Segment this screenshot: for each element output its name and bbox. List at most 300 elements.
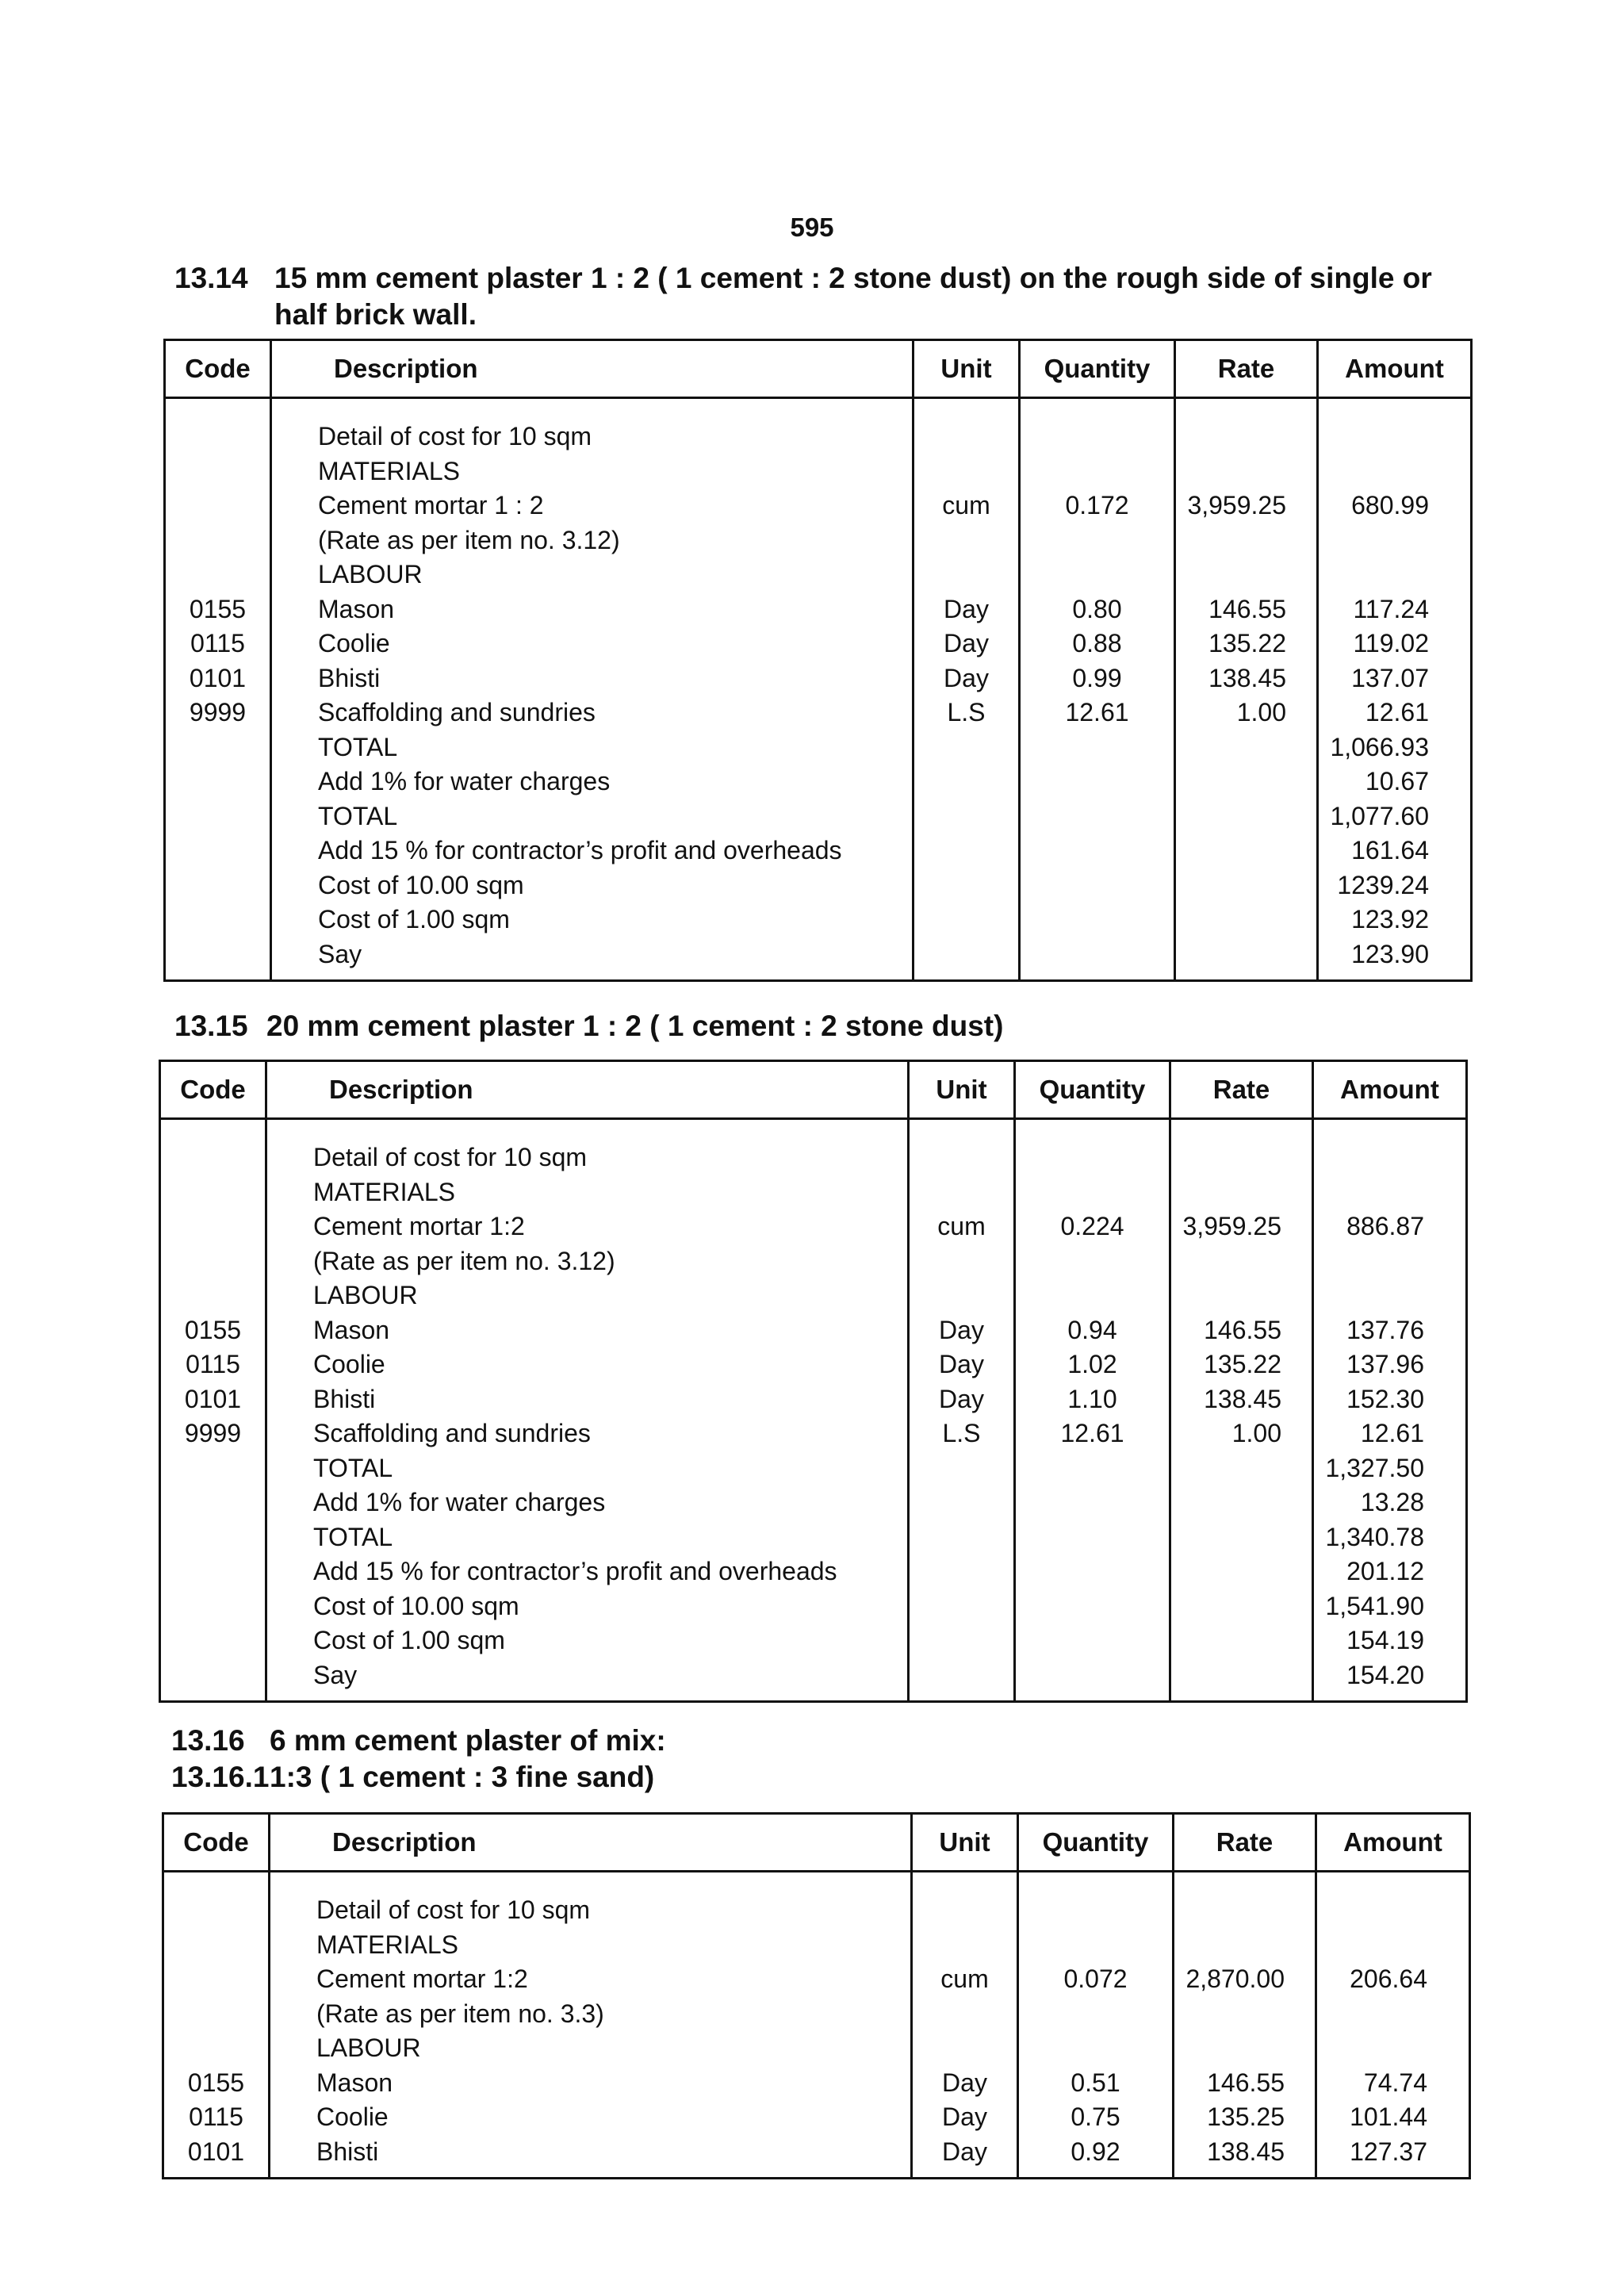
table-row bbox=[165, 523, 1472, 558]
table-header-row bbox=[163, 1814, 1470, 1872]
column-header-unit: Unit bbox=[914, 340, 1020, 398]
cost-table-13-15 bbox=[159, 1060, 1468, 1703]
section-heading-13-14 bbox=[174, 260, 1432, 333]
column-header-quantity: Quantity bbox=[1020, 340, 1175, 398]
cell-code bbox=[160, 1209, 266, 1244]
cell-rate: 1.00 bbox=[1175, 696, 1318, 730]
column-header-code: Code bbox=[160, 1061, 266, 1119]
cell-rate bbox=[1170, 1623, 1313, 1658]
cell-description: Coolie bbox=[271, 627, 914, 661]
table-row bbox=[160, 1623, 1467, 1658]
cell-quantity bbox=[1015, 1451, 1170, 1486]
cell-amount: 123.90 bbox=[1318, 937, 1472, 981]
cell-quantity: 0.224 bbox=[1015, 1209, 1170, 1244]
column-header-code: Code bbox=[165, 340, 271, 398]
table-row bbox=[160, 1382, 1467, 1417]
table-row bbox=[163, 2066, 1470, 2101]
cell-rate bbox=[1174, 1997, 1316, 2032]
cell-code: 0115 bbox=[165, 627, 271, 661]
cell-rate: 138.45 bbox=[1174, 2135, 1316, 2179]
cell-code bbox=[163, 1928, 270, 1963]
cell-description: LABOUR bbox=[266, 1278, 909, 1313]
cost-table-13-14 bbox=[163, 339, 1473, 982]
table-row bbox=[165, 903, 1472, 937]
column-header-amount: Amount bbox=[1318, 340, 1472, 398]
cell-quantity: 0.172 bbox=[1020, 489, 1175, 523]
table-row bbox=[160, 1175, 1467, 1210]
cell-unit bbox=[912, 2031, 1018, 2066]
column-header-quantity: Quantity bbox=[1018, 1814, 1174, 1872]
cell-quantity bbox=[1015, 1140, 1170, 1175]
cell-unit bbox=[914, 799, 1020, 834]
cell-unit bbox=[909, 1140, 1015, 1175]
cell-unit bbox=[909, 1485, 1015, 1520]
cell-unit bbox=[909, 1520, 1015, 1555]
column-header-code: Code bbox=[163, 1814, 270, 1872]
cell-amount: 13.28 bbox=[1313, 1485, 1467, 1520]
cell-amount: 1,327.50 bbox=[1313, 1451, 1467, 1486]
table-row bbox=[165, 558, 1472, 592]
table-row bbox=[160, 1554, 1467, 1589]
cell-unit: Day bbox=[914, 592, 1020, 627]
cell-unit bbox=[909, 1278, 1015, 1313]
cell-description: Bhisti bbox=[271, 661, 914, 696]
cell-quantity bbox=[1015, 1485, 1170, 1520]
cell-description: Mason bbox=[266, 1313, 909, 1348]
cell-quantity bbox=[1015, 1520, 1170, 1555]
cell-rate: 135.22 bbox=[1175, 627, 1318, 661]
column-header-description: Description bbox=[266, 1061, 909, 1119]
cell-code bbox=[160, 1554, 266, 1589]
cell-quantity bbox=[1020, 765, 1175, 799]
cell-unit bbox=[914, 834, 1020, 868]
column-header-amount: Amount bbox=[1316, 1814, 1470, 1872]
cell-unit bbox=[909, 1244, 1015, 1279]
cell-code: 0101 bbox=[163, 2135, 270, 2179]
cell-description: Add 1% for water charges bbox=[266, 1485, 909, 1520]
cell-rate bbox=[1175, 799, 1318, 834]
table-row bbox=[163, 2031, 1470, 2066]
cell-description: Cost of 10.00 sqm bbox=[271, 868, 914, 903]
cell-unit bbox=[912, 1997, 1018, 2032]
cell-rate: 146.55 bbox=[1175, 592, 1318, 627]
cell-description: LABOUR bbox=[271, 558, 914, 592]
cell-quantity bbox=[1015, 1554, 1170, 1589]
section-number: 13.16 bbox=[171, 1724, 245, 1757]
table-row bbox=[163, 1997, 1470, 2032]
cell-amount bbox=[1318, 454, 1472, 489]
cell-unit: Day bbox=[909, 1382, 1015, 1417]
cell-description: Coolie bbox=[270, 2100, 912, 2135]
cell-rate: 1.00 bbox=[1170, 1416, 1313, 1451]
cell-unit: Day bbox=[909, 1347, 1015, 1382]
cell-amount: 119.02 bbox=[1318, 627, 1472, 661]
cell-amount: 152.30 bbox=[1313, 1382, 1467, 1417]
cell-description: Add 1% for water charges bbox=[271, 765, 914, 799]
cell-quantity bbox=[1020, 903, 1175, 937]
cell-amount bbox=[1316, 1928, 1470, 1963]
cell-description: Cement mortar 1 : 2 bbox=[271, 489, 914, 523]
cell-rate bbox=[1175, 868, 1318, 903]
cell-description: Mason bbox=[270, 2066, 912, 2101]
column-header-description: Description bbox=[270, 1814, 912, 1872]
cell-unit bbox=[914, 937, 1020, 981]
cell-code bbox=[163, 2031, 270, 2066]
table-row bbox=[160, 1278, 1467, 1313]
cell-rate bbox=[1175, 903, 1318, 937]
cell-rate bbox=[1170, 1658, 1313, 1702]
cell-quantity: 0.92 bbox=[1018, 2135, 1174, 2179]
column-header-unit: Unit bbox=[912, 1814, 1018, 1872]
cell-unit: Day bbox=[914, 627, 1020, 661]
cell-amount: 1,077.60 bbox=[1318, 799, 1472, 834]
cell-amount bbox=[1316, 2031, 1470, 2066]
cell-quantity bbox=[1020, 558, 1175, 592]
cell-code bbox=[165, 558, 271, 592]
cell-description: Detail of cost for 10 sqm bbox=[266, 1140, 909, 1175]
cell-quantity bbox=[1020, 937, 1175, 981]
cell-code bbox=[163, 1997, 270, 2032]
cell-code bbox=[165, 903, 271, 937]
cell-code bbox=[165, 937, 271, 981]
cell-description: (Rate as per item no. 3.12) bbox=[271, 523, 914, 558]
cell-description: MATERIALS bbox=[271, 454, 914, 489]
cell-rate bbox=[1170, 1175, 1313, 1210]
cell-description: Scaffolding and sundries bbox=[271, 696, 914, 730]
table-row bbox=[163, 1962, 1470, 1997]
cell-unit bbox=[909, 1554, 1015, 1589]
cell-unit bbox=[912, 1893, 1018, 1928]
cell-quantity bbox=[1018, 2031, 1174, 2066]
table-row bbox=[160, 1520, 1467, 1555]
cell-rate: 146.55 bbox=[1170, 1313, 1313, 1348]
cell-quantity: 0.51 bbox=[1018, 2066, 1174, 2101]
cell-amount: 137.76 bbox=[1313, 1313, 1467, 1348]
cell-unit bbox=[914, 558, 1020, 592]
table-row bbox=[165, 420, 1472, 454]
cell-unit bbox=[909, 1175, 1015, 1210]
cell-code bbox=[160, 1485, 266, 1520]
cell-rate bbox=[1170, 1451, 1313, 1486]
table-row bbox=[160, 1209, 1467, 1244]
cell-description: Mason bbox=[271, 592, 914, 627]
cell-amount: 1,340.78 bbox=[1313, 1520, 1467, 1555]
table-row bbox=[165, 937, 1472, 981]
cell-code bbox=[160, 1278, 266, 1313]
cell-description: TOTAL bbox=[271, 799, 914, 834]
cell-rate bbox=[1175, 730, 1318, 765]
cell-quantity: 1.10 bbox=[1015, 1382, 1170, 1417]
cell-quantity: 0.99 bbox=[1020, 661, 1175, 696]
cell-description: Cement mortar 1:2 bbox=[266, 1209, 909, 1244]
cell-amount: 12.61 bbox=[1313, 1416, 1467, 1451]
table-row bbox=[160, 1244, 1467, 1279]
section-heading-13-16 bbox=[171, 1723, 666, 1759]
cell-description: MATERIALS bbox=[266, 1175, 909, 1210]
cell-code bbox=[160, 1175, 266, 1210]
table-row bbox=[163, 2100, 1470, 2135]
table-row bbox=[165, 661, 1472, 696]
cell-unit bbox=[914, 523, 1020, 558]
cell-quantity bbox=[1020, 454, 1175, 489]
cell-code bbox=[165, 489, 271, 523]
table-row bbox=[165, 454, 1472, 489]
cell-code bbox=[165, 868, 271, 903]
cell-amount: 201.12 bbox=[1313, 1554, 1467, 1589]
cell-unit bbox=[914, 454, 1020, 489]
cell-description: TOTAL bbox=[266, 1451, 909, 1486]
cell-rate bbox=[1170, 1589, 1313, 1624]
cell-unit bbox=[914, 903, 1020, 937]
section-title: 20 mm cement plaster 1 : 2 ( 1 cement : 2 stone dust) bbox=[266, 1010, 1004, 1042]
cell-unit: cum bbox=[909, 1209, 1015, 1244]
cell-quantity bbox=[1020, 420, 1175, 454]
cell-amount: 1239.24 bbox=[1318, 868, 1472, 903]
cell-description: Say bbox=[266, 1658, 909, 1702]
cell-rate bbox=[1170, 1485, 1313, 1520]
cell-amount bbox=[1318, 523, 1472, 558]
cell-code bbox=[160, 1140, 266, 1175]
cell-quantity bbox=[1020, 799, 1175, 834]
table-row bbox=[160, 1451, 1467, 1486]
cell-rate bbox=[1170, 1554, 1313, 1589]
table-row bbox=[163, 1893, 1470, 1928]
page-number: 595 bbox=[790, 213, 834, 242]
table-row bbox=[165, 627, 1472, 661]
cell-quantity bbox=[1015, 1244, 1170, 1279]
cell-amount: 154.19 bbox=[1313, 1623, 1467, 1658]
cell-rate bbox=[1170, 1278, 1313, 1313]
cell-amount bbox=[1316, 1893, 1470, 1928]
cell-code bbox=[160, 1658, 266, 1702]
cell-quantity: 12.61 bbox=[1015, 1416, 1170, 1451]
cell-quantity bbox=[1018, 1997, 1174, 2032]
cell-quantity bbox=[1020, 730, 1175, 765]
cell-rate bbox=[1174, 1893, 1316, 1928]
cell-description: Detail of cost for 10 sqm bbox=[270, 1893, 912, 1928]
cell-amount: 137.96 bbox=[1313, 1347, 1467, 1382]
column-header-rate: Rate bbox=[1175, 340, 1318, 398]
cell-description: Cost of 1.00 sqm bbox=[271, 903, 914, 937]
cell-code: 0115 bbox=[163, 2100, 270, 2135]
cell-unit bbox=[909, 1589, 1015, 1624]
column-header-description: Description bbox=[271, 340, 914, 398]
cell-amount: 206.64 bbox=[1316, 1962, 1470, 1997]
cell-rate bbox=[1174, 1928, 1316, 1963]
cell-rate bbox=[1175, 558, 1318, 592]
cell-code bbox=[160, 1244, 266, 1279]
cell-rate bbox=[1170, 1140, 1313, 1175]
cell-code bbox=[160, 1623, 266, 1658]
cell-code bbox=[165, 799, 271, 834]
cell-amount: 1,541.90 bbox=[1313, 1589, 1467, 1624]
table-row bbox=[160, 1589, 1467, 1624]
cell-description: MATERIALS bbox=[270, 1928, 912, 1963]
cell-quantity: 0.75 bbox=[1018, 2100, 1174, 2135]
cell-description: TOTAL bbox=[271, 730, 914, 765]
table-row bbox=[165, 592, 1472, 627]
cell-quantity bbox=[1018, 1893, 1174, 1928]
cell-code: 0101 bbox=[165, 661, 271, 696]
cell-code: 0101 bbox=[160, 1382, 266, 1417]
cell-quantity bbox=[1015, 1175, 1170, 1210]
cell-amount: 680.99 bbox=[1318, 489, 1472, 523]
cell-code bbox=[165, 730, 271, 765]
cell-description: Cost of 10.00 sqm bbox=[266, 1589, 909, 1624]
subsection-number: 13.16.1 bbox=[171, 1761, 270, 1793]
cell-quantity bbox=[1015, 1278, 1170, 1313]
cell-code: 0155 bbox=[160, 1313, 266, 1348]
section-title: 6 mm cement plaster of mix: bbox=[270, 1724, 666, 1757]
cell-code: 0155 bbox=[163, 2066, 270, 2101]
cell-amount: 154.20 bbox=[1313, 1658, 1467, 1702]
cell-code bbox=[163, 1962, 270, 1997]
table-row bbox=[160, 1416, 1467, 1451]
cell-rate: 135.22 bbox=[1170, 1347, 1313, 1382]
cell-description: Coolie bbox=[266, 1347, 909, 1382]
cell-rate bbox=[1175, 937, 1318, 981]
cell-amount bbox=[1318, 558, 1472, 592]
cell-unit bbox=[914, 730, 1020, 765]
cell-unit: Day bbox=[912, 2135, 1018, 2179]
table-row bbox=[165, 834, 1472, 868]
table-header-row bbox=[165, 340, 1472, 398]
cell-code: 0155 bbox=[165, 592, 271, 627]
cell-amount bbox=[1313, 1244, 1467, 1279]
cell-unit: L.S bbox=[914, 696, 1020, 730]
cell-description: Cement mortar 1:2 bbox=[270, 1962, 912, 1997]
cell-amount: 886.87 bbox=[1313, 1209, 1467, 1244]
cell-description: Scaffolding and sundries bbox=[266, 1416, 909, 1451]
cell-amount: 74.74 bbox=[1316, 2066, 1470, 2101]
column-header-rate: Rate bbox=[1170, 1061, 1313, 1119]
cell-code: 0115 bbox=[160, 1347, 266, 1382]
cell-quantity: 0.80 bbox=[1020, 592, 1175, 627]
cell-quantity: 0.94 bbox=[1015, 1313, 1170, 1348]
section-title-line: 15 mm cement plaster 1 : 2 ( 1 cement : 2 stone dust) on the rough side of single or bbox=[274, 262, 1432, 294]
table-header-row bbox=[160, 1061, 1467, 1119]
cell-unit: Day bbox=[909, 1313, 1015, 1348]
cell-rate: 138.45 bbox=[1175, 661, 1318, 696]
cell-amount bbox=[1318, 420, 1472, 454]
table-row bbox=[165, 799, 1472, 834]
cell-rate: 3,959.25 bbox=[1170, 1209, 1313, 1244]
cell-unit: cum bbox=[912, 1962, 1018, 1997]
cell-rate bbox=[1175, 834, 1318, 868]
cell-rate: 3,959.25 bbox=[1175, 489, 1318, 523]
cell-rate bbox=[1175, 765, 1318, 799]
cell-quantity: 0.072 bbox=[1018, 1962, 1174, 1997]
cell-description: Say bbox=[271, 937, 914, 981]
cell-code bbox=[160, 1451, 266, 1486]
cell-description: (Rate as per item no. 3.12) bbox=[266, 1244, 909, 1279]
cell-quantity: 12.61 bbox=[1020, 696, 1175, 730]
cell-rate bbox=[1175, 523, 1318, 558]
cell-quantity bbox=[1015, 1623, 1170, 1658]
table-row bbox=[165, 696, 1472, 730]
cell-description: (Rate as per item no. 3.3) bbox=[270, 1997, 912, 2032]
cell-rate: 138.45 bbox=[1170, 1382, 1313, 1417]
cell-amount bbox=[1316, 1997, 1470, 2032]
cell-unit: Day bbox=[912, 2100, 1018, 2135]
cell-unit bbox=[914, 420, 1020, 454]
cell-unit bbox=[914, 868, 1020, 903]
cell-amount: 117.24 bbox=[1318, 592, 1472, 627]
table-row bbox=[160, 1485, 1467, 1520]
cell-description: Bhisti bbox=[266, 1382, 909, 1417]
cell-unit bbox=[909, 1623, 1015, 1658]
cell-quantity bbox=[1018, 1928, 1174, 1963]
cell-unit bbox=[914, 765, 1020, 799]
table-row bbox=[165, 765, 1472, 799]
table-row bbox=[163, 2135, 1470, 2179]
cell-rate: 146.55 bbox=[1174, 2066, 1316, 2101]
cell-rate bbox=[1174, 2031, 1316, 2066]
section-heading-13-15 bbox=[174, 1008, 1003, 1045]
column-header-quantity: Quantity bbox=[1015, 1061, 1170, 1119]
cell-quantity bbox=[1020, 523, 1175, 558]
cell-code: 9999 bbox=[165, 696, 271, 730]
table-row bbox=[165, 489, 1472, 523]
cell-quantity bbox=[1015, 1589, 1170, 1624]
cell-amount bbox=[1313, 1278, 1467, 1313]
cell-quantity: 1.02 bbox=[1015, 1347, 1170, 1382]
cell-unit: Day bbox=[914, 661, 1020, 696]
cell-amount bbox=[1313, 1175, 1467, 1210]
table-row bbox=[160, 1140, 1467, 1175]
cell-rate bbox=[1175, 454, 1318, 489]
table-row bbox=[160, 1658, 1467, 1702]
cell-amount: 137.07 bbox=[1318, 661, 1472, 696]
cell-description: TOTAL bbox=[266, 1520, 909, 1555]
cell-amount: 127.37 bbox=[1316, 2135, 1470, 2179]
cell-unit bbox=[909, 1658, 1015, 1702]
cell-rate: 135.25 bbox=[1174, 2100, 1316, 2135]
cell-rate bbox=[1170, 1520, 1313, 1555]
column-header-rate: Rate bbox=[1174, 1814, 1316, 1872]
cell-code bbox=[160, 1520, 266, 1555]
cell-code bbox=[165, 420, 271, 454]
cell-code bbox=[165, 765, 271, 799]
cell-amount: 161.64 bbox=[1318, 834, 1472, 868]
cell-quantity bbox=[1020, 868, 1175, 903]
section-title bbox=[274, 260, 1432, 333]
subsection-heading-13-16-1 bbox=[171, 1759, 654, 1796]
cell-unit bbox=[912, 1928, 1018, 1963]
table-row bbox=[160, 1313, 1467, 1348]
cell-amount bbox=[1313, 1140, 1467, 1175]
cell-unit: L.S bbox=[909, 1416, 1015, 1451]
cell-rate bbox=[1175, 420, 1318, 454]
table-row bbox=[165, 868, 1472, 903]
column-header-unit: Unit bbox=[909, 1061, 1015, 1119]
cell-rate bbox=[1170, 1244, 1313, 1279]
cell-amount: 123.92 bbox=[1318, 903, 1472, 937]
table-row bbox=[163, 1928, 1470, 1963]
cell-rate: 2,870.00 bbox=[1174, 1962, 1316, 1997]
cell-amount: 10.67 bbox=[1318, 765, 1472, 799]
cell-quantity: 0.88 bbox=[1020, 627, 1175, 661]
cell-amount: 12.61 bbox=[1318, 696, 1472, 730]
cell-code: 9999 bbox=[160, 1416, 266, 1451]
column-header-amount: Amount bbox=[1313, 1061, 1467, 1119]
cell-description: Add 15 % for contractor’s profit and overheads bbox=[271, 834, 914, 868]
table-row bbox=[165, 730, 1472, 765]
cell-quantity bbox=[1020, 834, 1175, 868]
cell-code bbox=[160, 1589, 266, 1624]
section-number: 13.15 bbox=[174, 1010, 248, 1042]
section-title-line: half brick wall. bbox=[274, 298, 477, 331]
